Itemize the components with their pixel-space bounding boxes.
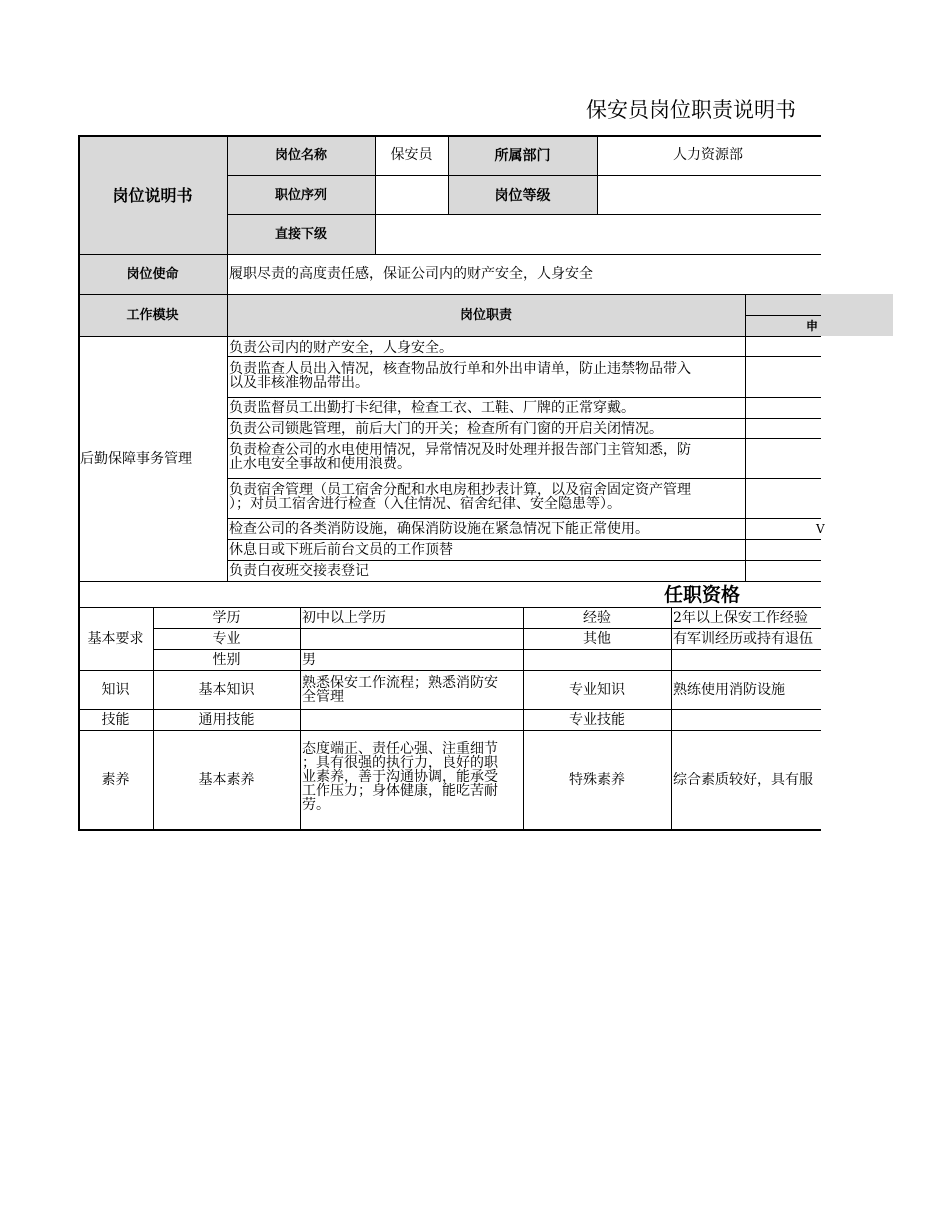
duty-item [229,483,691,511]
basic-quality-value [302,742,498,812]
gender-value: 男 [302,652,316,668]
cell-line: 业素养，善于沟通协调，能承受 [302,769,498,785]
position-name-label: 岗位名称 [274,148,327,163]
cell-line: ；具有很强的执行力，良好的职 [302,755,498,771]
major-label: 专业 [212,631,241,647]
pro-skill-label: 专业技能 [569,712,625,728]
education-value: 初中以上学历 [302,610,386,626]
special-quality-value: 综合素质较好，具有服 [673,772,813,788]
cell-line: 熟悉保安工作流程；熟悉消防安 [302,675,498,691]
basic-knowledge-value [302,676,498,704]
cell-line: ）；对员工宿舍进行检查（入住情况、宿舍纪律、安全隐患等）。 [229,496,621,512]
doc-label: 岗位说明书 [112,186,193,205]
cell-line: 态度端正、责任心强、注重细节 [302,741,498,757]
experience-label: 经验 [583,610,611,626]
special-quality-label: 特殊素养 [569,772,625,788]
other-value: 有军训经历或持有退伍 [673,631,813,647]
duty-item: 负责监督员工出勤打卡纪律，检查工衣、工鞋、厂牌的正常穿戴。 [229,400,635,416]
experience-value: 2年以上保安工作经验 [673,610,808,626]
duty-item [229,443,691,471]
grade-label: 岗位等级 [494,188,551,204]
duty-item: 检查公司的各类消防设施，确保消防设施在紧急情况下能正常使用。 [229,521,649,537]
general-skill-label: 通用技能 [198,712,255,728]
overflow-gray-block [820,294,893,336]
department-value: 人力资源部 [673,147,743,163]
gender-label: 性别 [212,652,241,668]
cell-line: 工作压力；身体健康，能吃苦耐 [302,783,498,799]
module-name: 后勤保障事务管理 [80,451,192,467]
qualification-title: 任职资格 [664,584,741,606]
cell-line: 以及非核准物品带出。 [229,375,369,391]
education-label: 学历 [212,610,241,626]
other-label: 其他 [583,631,611,647]
duty-item: 负责公司内的财产安全，人身安全。 [229,340,453,356]
pro-knowledge-label: 专业知识 [569,682,625,698]
quality-label: 素养 [101,772,130,788]
duty-item: 负责白夜班交接表登记 [229,563,369,579]
duty-item [229,362,691,390]
mission-value: 履职尽责的高度责任感，保证公司内的财产安全，人身安全 [229,266,593,282]
duty-item: 负责公司锁匙管理，前后大门的开关；检查所有门窗的开启关闭情况。 [229,421,663,437]
department-label: 所属部门 [494,148,551,164]
duties-column-header: 岗位职责 [459,308,512,323]
partial-check-mark: V [816,522,825,536]
cell-line: 止水电安全事故和使用浪费。 [229,456,411,472]
module-column-header: 工作模块 [126,308,179,323]
mission-label: 岗位使命 [126,267,179,282]
cell-line: 负责宿舍管理（员工宿舍分配和水电房租抄表计算，以及宿舍固定资产管理 [229,482,691,498]
basic-quality-label: 基本素养 [198,772,255,788]
pro-knowledge-value: 熟练使用消防设施 [673,682,785,698]
partial-column-header: 申 [806,319,819,333]
page-title: 保安员岗位职责说明书 [586,98,796,122]
basic-knowledge-label: 基本知识 [198,682,255,698]
sequence-label: 职位序列 [274,188,327,203]
cell-line: 全管理 [302,689,344,705]
skill-label: 技能 [101,712,130,728]
knowledge-label: 知识 [101,682,130,698]
subordinate-label: 直接下级 [274,227,327,242]
duty-item: 休息日或下班后前台文员的工作顶替 [229,542,453,558]
cell-line: 劳。 [302,797,330,813]
position-name-value: 保安员 [390,147,433,163]
cell-line: 负责检查公司的水电使用情况，异常情况及时处理并报告部门主管知悉，防 [229,442,691,458]
cell-line: 负责监查人员出入情况，核查物品放行单和外出申请单，防止违禁物品带入 [229,361,691,377]
basic-requirements-label: 基本要求 [87,631,144,647]
